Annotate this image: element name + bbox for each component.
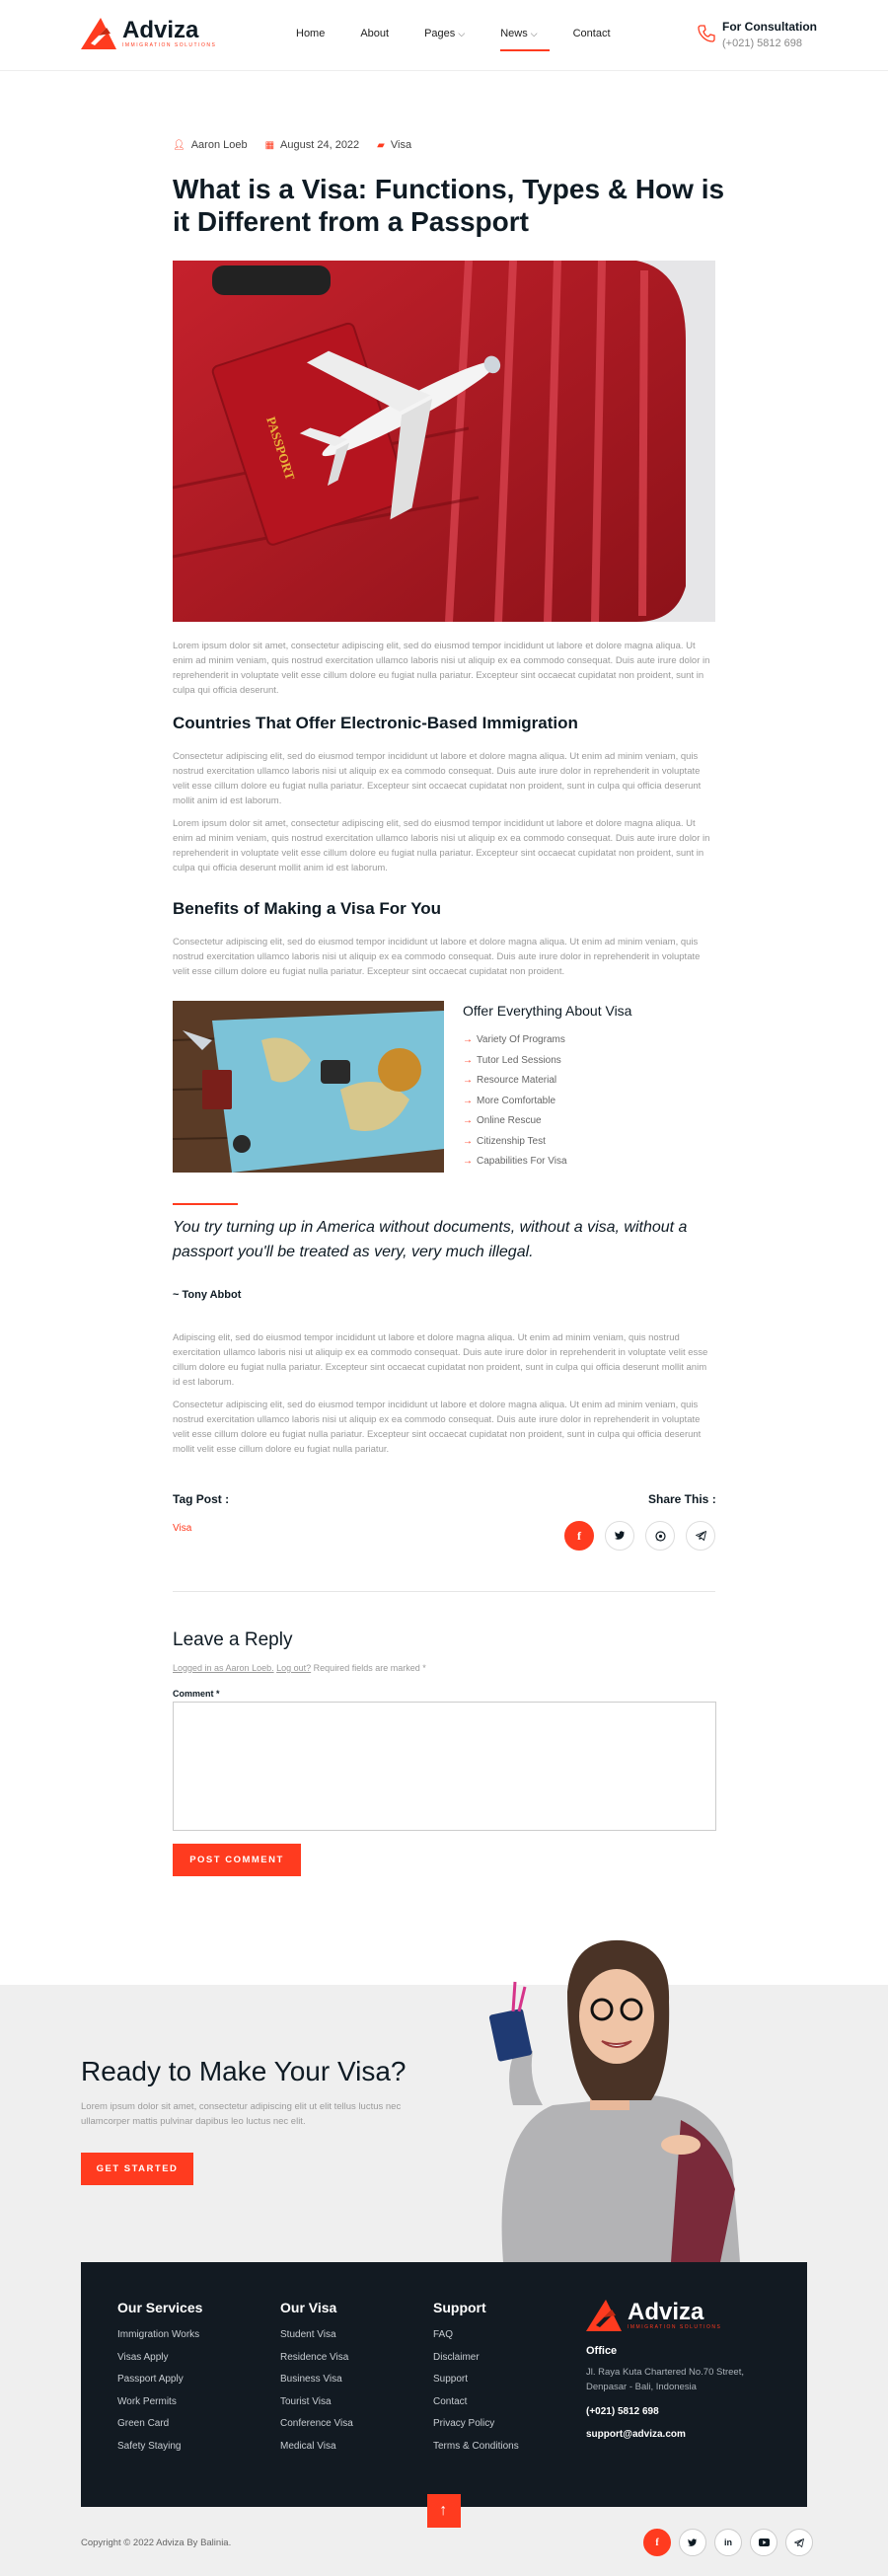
required-note: Required fields are marked * <box>313 1663 426 1673</box>
office-phone[interactable]: (+021) 5812 698 <box>586 2406 659 2417</box>
footer-link[interactable]: Support <box>433 2374 469 2385</box>
travel-map-image <box>173 1001 444 1173</box>
footer-facebook-button[interactable] <box>643 2529 671 2556</box>
support-heading: Support <box>433 2300 486 2315</box>
tag-link[interactable]: Visa <box>173 1523 192 1534</box>
youtube-icon <box>759 2538 770 2546</box>
footer-link[interactable]: Safety Staying <box>117 2440 182 2452</box>
share-telegram-button[interactable] <box>686 1521 715 1551</box>
outro-paragraph-1: Adipiscing elit, sed do eiusmod tempor incididunt ut labore et dolore magna aliqua. Ut enim ad minim veniam, quis nostrud exercitation ullamco laboris nisi ut aliquip ex ea commodo consequat. Duis aute irure dolor in reprehenderit in voluptate velit esse cillum dolore eu fugiat nulla pariatur. Excepteur sint occaecat cupidatat non proident, sunt in culpa qui officia deserunt mollit anim id est laborum. <box>173 1332 708 1388</box>
offer-heading: Offer Everything About Visa <box>463 1003 632 1019</box>
offer-item: → Resource Material <box>463 1075 631 1096</box>
footer-link[interactable]: Student Visa <box>280 2329 336 2340</box>
post-comment-button[interactable]: POST COMMENT <box>173 1844 301 1876</box>
main-nav <box>296 28 611 39</box>
office-address: Jl. Raya Kuta Chartered No.70 Street, Denpasar - Bali, Indonesia <box>586 2367 744 2392</box>
footer-office <box>586 2300 783 2440</box>
telegram-icon <box>696 1531 706 1541</box>
linkedin-icon: in <box>724 2538 732 2547</box>
footer-link[interactable]: Business Visa <box>280 2374 342 2385</box>
comment-label: Comment * <box>173 1689 220 1699</box>
footer-twitter-button[interactable] <box>679 2529 706 2556</box>
consult-title: For Consultation <box>722 20 817 34</box>
consultation-contact[interactable] <box>697 20 817 49</box>
folder-icon: ▰ <box>377 140 385 151</box>
footer-visa <box>280 2300 353 2462</box>
facebook-icon: f <box>577 1528 581 1543</box>
office-email[interactable]: support@adviza.com <box>586 2429 686 2440</box>
logo-name: Adviza <box>122 17 199 43</box>
reply-login-info <box>173 1663 426 1673</box>
post-date-text: August 24, 2022 <box>280 139 360 151</box>
section2-heading: Benefits of Making a Visa For You <box>173 899 442 918</box>
footer-logo[interactable] <box>586 2300 783 2331</box>
post-author[interactable] <box>173 139 248 151</box>
logo-mark-icon <box>586 2300 622 2331</box>
twitter-icon <box>615 1531 626 1541</box>
cta-title: Ready to Make Your Visa? <box>81 2056 407 2086</box>
office-heading: Office <box>586 2345 618 2357</box>
whatsapp-icon <box>655 1531 666 1542</box>
share-facebook-button[interactable] <box>564 1521 594 1551</box>
nav-pages-label: Pages <box>424 28 456 39</box>
visa-heading: Our Visa <box>280 2300 337 2315</box>
footer-logo-tagline: IMMIGRATION SOLUTIONS <box>628 2324 722 2330</box>
footer-youtube-button[interactable] <box>750 2529 777 2556</box>
log-out-link[interactable]: Log out? <box>276 1663 312 1673</box>
get-started-button[interactable]: GET STARTED <box>81 2153 193 2185</box>
nav-contact[interactable]: Contact <box>572 28 611 39</box>
offer-list <box>463 1034 631 1176</box>
post-category[interactable] <box>377 139 411 151</box>
intro-paragraph: Lorem ipsum dolor sit amet, consectetur adipiscing elit, sed do eiusmod tempor incididunt ut labore et dolore magna aliqua. Ut enim ad minim veniam, quis nostrud exercitation ullamco laboris nisi ut aliquip ex ea commodo consequat. Duis aute irure dolor in reprehenderit in voluptate velit esse cillum dolore eu fugiat nulla pariatur. Excepteur sint occaecat cupidatat non proident, sunt in culpa qui officia deserunt. <box>173 641 710 696</box>
post-author-name: Aaron Loeb <box>190 139 248 151</box>
twitter-icon <box>688 2538 698 2547</box>
section1-paragraph-2: Lorem ipsum dolor sit amet, consectetur adipiscing elit, sed do eiusmod tempor incididunt ut labore et dolore magna aliqua. Ut enim ad minim veniam, quis nostrud exercitation ullamco laboris nisi ut aliquip ex ea commodo consequat. Duis aute irure dolor in reprehenderit in voluptate velit esse cillum dolore eu fugiat nulla pariatur. Excepteur sint occaecat cupidatat non proident, sunt in culpa qui officia deserunt mollit anim id est laborum. <box>173 818 710 873</box>
logo-tagline: IMMIGRATION SOLUTIONS <box>122 42 217 48</box>
offer-item: → Online Rescue <box>463 1115 631 1136</box>
hero-image <box>173 261 715 622</box>
footer-telegram-button[interactable] <box>785 2529 813 2556</box>
nav-about[interactable]: About <box>360 28 390 39</box>
footer-services <box>117 2300 202 2462</box>
share-whatsapp-button[interactable] <box>645 1521 675 1551</box>
telegram-icon <box>794 2538 804 2547</box>
post-title: What is a Visa: Functions, Types & How is it Different from a Passport <box>173 174 725 237</box>
footer-link[interactable]: FAQ <box>433 2329 454 2340</box>
footer-link[interactable]: Tourist Visa <box>280 2395 332 2407</box>
footer-link[interactable]: Work Permits <box>117 2395 177 2407</box>
logo-mark-icon <box>81 18 116 49</box>
section2-paragraph: Consectetur adipiscing elit, sed do eiusmod tempor incididunt ut labore et dolore magna aliqua. Ut enim ad minim veniam, quis nostrud exercitation ullamco laboris nisi ut aliquip ex ea commodo consequat. Duis aute irure dolor in reprehenderit in voluptate velit esse cillum dolore eu fugiat nulla pariatur. Excepteur sint occaecat cupidatat non proident. <box>173 937 701 977</box>
footer-link[interactable]: Privacy Policy <box>433 2418 495 2429</box>
site-header <box>0 0 888 71</box>
offer-item: → More Comfortable <box>463 1096 631 1116</box>
footer-link[interactable]: Disclaimer <box>433 2351 480 2363</box>
nav-news[interactable] <box>500 28 537 39</box>
chevron-down-icon: ⌵ <box>458 29 466 38</box>
calendar-icon: ▦ <box>264 140 275 151</box>
post-category-text: Visa <box>390 139 412 151</box>
quote-text: You try turning up in America without documents, without a visa, without a passport you'll be treated as very, very much illegal. <box>173 1219 688 1260</box>
section1-heading: Countries That Offer Electronic-Based Immigration <box>173 714 578 732</box>
offer-block <box>463 1003 631 1176</box>
reply-heading: Leave a Reply <box>173 1629 293 1650</box>
facebook-icon: f <box>655 2537 659 2548</box>
divider <box>173 1591 715 1592</box>
offer-item: → Citizenship Test <box>463 1136 631 1157</box>
consult-phone: (+021) 5812 698 <box>722 38 803 49</box>
footer-link[interactable]: Green Card <box>117 2418 170 2429</box>
post-date <box>265 139 360 151</box>
footer-link[interactable]: Medical Visa <box>280 2440 336 2452</box>
post-meta <box>173 139 411 151</box>
footer-link[interactable]: Conference Visa <box>280 2418 353 2429</box>
travel-map-illustration <box>173 1001 444 1173</box>
nav-home[interactable]: Home <box>296 28 326 39</box>
passport-text: PASSPORT <box>263 415 298 483</box>
chevron-down-icon: ⌵ <box>530 29 538 38</box>
back-to-top-button[interactable]: ↑ <box>427 2494 461 2528</box>
logged-in-link[interactable]: Logged in as Aaron Loeb. <box>173 1663 274 1673</box>
logo[interactable] <box>81 18 216 49</box>
footer-link[interactable]: Terms & Conditions <box>433 2440 519 2452</box>
suitcase-passport-illustration <box>173 261 715 622</box>
footer-support <box>433 2300 519 2462</box>
offer-item: → Tutor Led Sessions <box>463 1055 631 1076</box>
offer-item: → Capabilities For Visa <box>463 1156 631 1176</box>
cta-text: Lorem ipsum dolor sit amet, consectetur adipiscing elit ut elit tellus luctus nec ullamcorper mattis pulvinar dapibus leo luctus nec elit. <box>81 2101 402 2127</box>
footer-link[interactable]: Visas Apply <box>117 2351 169 2363</box>
copyright: Copyright © 2022 Adviza By Balinia. <box>81 2538 232 2548</box>
nav-pages[interactable] <box>424 28 465 39</box>
quote-divider <box>173 1203 238 1205</box>
section1-paragraph-1: Consectetur adipiscing elit, sed do eiusmod tempor incididunt ut labore et dolore magna aliqua. Ut enim ad minim veniam, quis nostrud exercitation ullamco laboris nisi ut aliquip ex ea commodo consequat. Duis aute irure dolor in reprehenderit in voluptate velit esse cillum dolore eu fugiat nulla pariatur. Excepteur sint occaecat cupidatat non proident, sunt in culpa qui officia deserunt mollit anim id est laborum. <box>173 751 702 806</box>
comment-textarea[interactable] <box>173 1702 716 1831</box>
outro-paragraph-2: Consectetur adipiscing elit, sed do eiusmod tempor incididunt ut labore et dolore magna aliqua. Ut enim ad minim veniam, quis nostrud exercitation ullamco laboris nisi ut aliquip ex ea commodo consequat. Duis aute irure dolor in reprehenderit in voluptate velit esse cillum dolore eu fugiat nulla pariatur. Excepteur sint occaecat cupidatat non proident, sunt in culpa qui officia deserunt mollit velit esse cillum dolore eu fugiat nulla pariatur. <box>173 1400 702 1455</box>
footer-link[interactable]: Residence Visa <box>280 2351 349 2363</box>
footer-logo-name: Adviza <box>628 2299 704 2325</box>
footer-link[interactable]: Passport Apply <box>117 2374 184 2385</box>
user-icon: 👤︎ <box>173 140 185 151</box>
tag-label: Tag Post : <box>173 1492 230 1506</box>
services-heading: Our Services <box>117 2300 203 2315</box>
share-label: Share This : <box>648 1492 716 1506</box>
phone-icon <box>697 24 716 43</box>
nav-news-label: News <box>500 28 528 39</box>
footer-link[interactable]: Contact <box>433 2395 468 2407</box>
footer-linkedin-button[interactable] <box>714 2529 742 2556</box>
woman-with-passport-illustration <box>474 1932 760 2262</box>
footer-link[interactable]: Immigration Works <box>117 2329 200 2340</box>
offer-item: → Variety Of Programs <box>463 1034 631 1055</box>
quote-author: ~ Tony Abbot <box>173 1289 242 1301</box>
share-twitter-button[interactable] <box>605 1521 634 1551</box>
